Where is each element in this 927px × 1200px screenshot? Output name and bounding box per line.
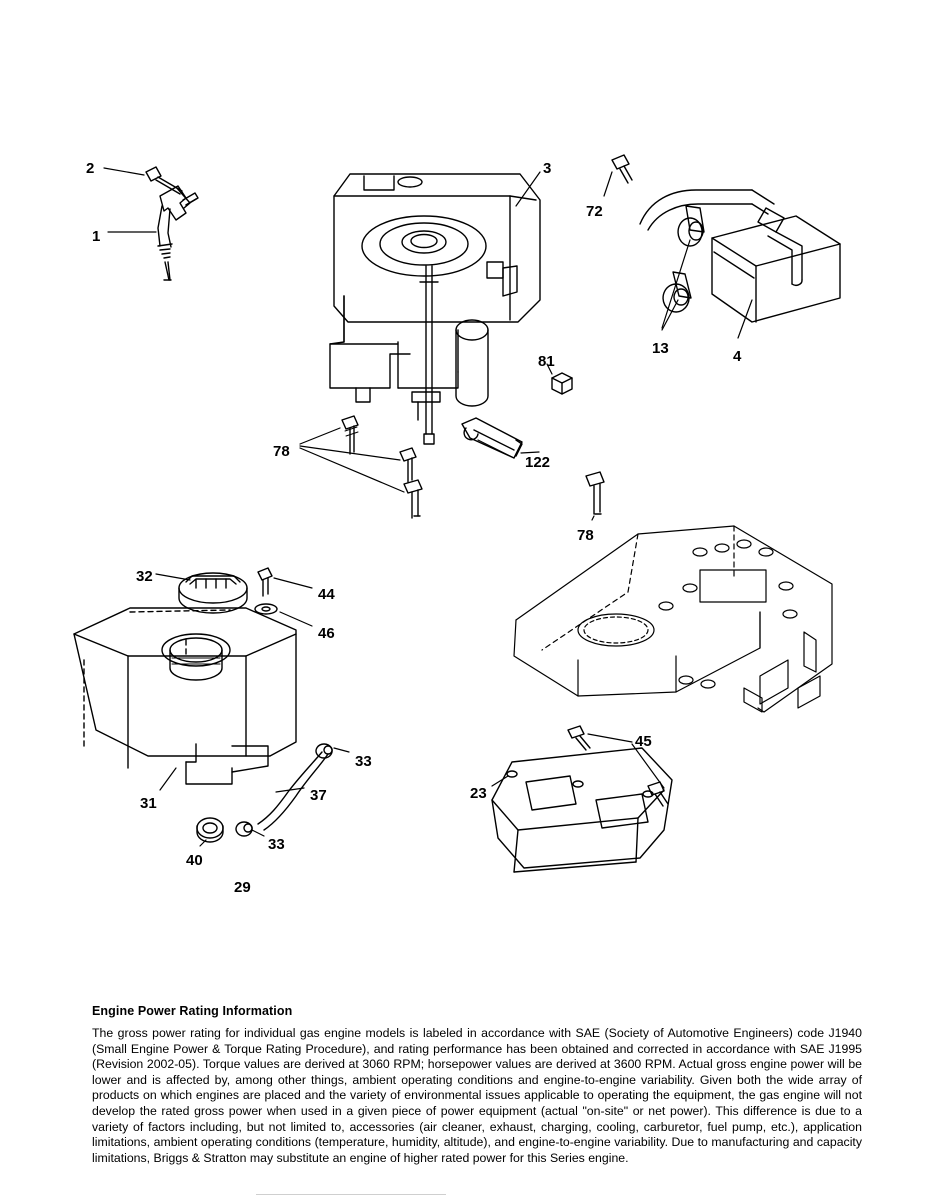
part-throttle-bracket (104, 167, 198, 280)
part-bolt-72 (604, 155, 632, 196)
callout-37: 37 (310, 787, 327, 804)
part-bracket-122 (462, 418, 539, 458)
page-footer-rule (256, 1194, 446, 1195)
note-heading: Engine Power Rating Information (92, 1004, 293, 1018)
callout-78-upper: 78 (273, 443, 290, 460)
note-body: The gross power rating for individual gas engine models is labeled in accordance with SAE (Society of Automotive Engineers) code J1940 (Small Engine Power & Torque Rating Procedure), and rating performance has been obtained and corrected in accordance with SAE J1995 (Revision 2002-05). Torque values are derived at 3060 RPM; horsepower values are derived at 3600 RPM. Actual gross engine power will be lower and is affected by, among other things, ambient operating conditions and engine-to-engine variability. Given both the wide array of products on which engines are placed and the variety of environmental issues applicable to operating the equipment, the gas engine will not develop the rated gross power when used in a given piece of power equipment (actual "on-site" or net power). This difference is due to a variety of factors including, but not limited to, accessories (air cleaner, exhaust, charging, cooling, carburetor, fuel pump, etc.), application limitations, ambient operating conditions (temperature, humidity, altitude), and engine-to-engine variability. Due to manufacturing and capacity limitations, Briggs & Stratton may substitute an engine of higher rated power for this Series engine. (92, 1026, 862, 1165)
callout-31: 31 (140, 795, 157, 812)
callout-23: 23 (470, 785, 487, 802)
callout-40: 40 (186, 852, 203, 869)
callout-45: 45 (635, 733, 652, 750)
part-engine-block (330, 172, 540, 444)
callout-32: 32 (136, 568, 153, 585)
callout-3: 3 (543, 160, 552, 177)
callout-122: 122 (525, 454, 551, 471)
part-chassis-frame (514, 526, 832, 712)
callout-78-lower: 78 (577, 527, 594, 544)
callout-46: 46 (318, 625, 335, 642)
callout-29: 29 (234, 879, 251, 896)
callout-33-lower: 33 (268, 836, 285, 853)
callout-2: 2 (86, 160, 95, 177)
part-muffler (640, 190, 840, 338)
callout-1: 1 (92, 228, 101, 245)
callout-33-upper: 33 (355, 753, 372, 770)
callout-13: 13 (652, 340, 669, 357)
part-fuel-tank (74, 568, 312, 790)
callout-72: 72 (586, 203, 603, 220)
callout-44: 44 (318, 586, 335, 603)
engine-power-rating-note (92, 1004, 862, 1166)
callout-4: 4 (733, 348, 742, 365)
callout-81: 81 (538, 353, 555, 370)
part-bolts-78 (300, 416, 604, 520)
